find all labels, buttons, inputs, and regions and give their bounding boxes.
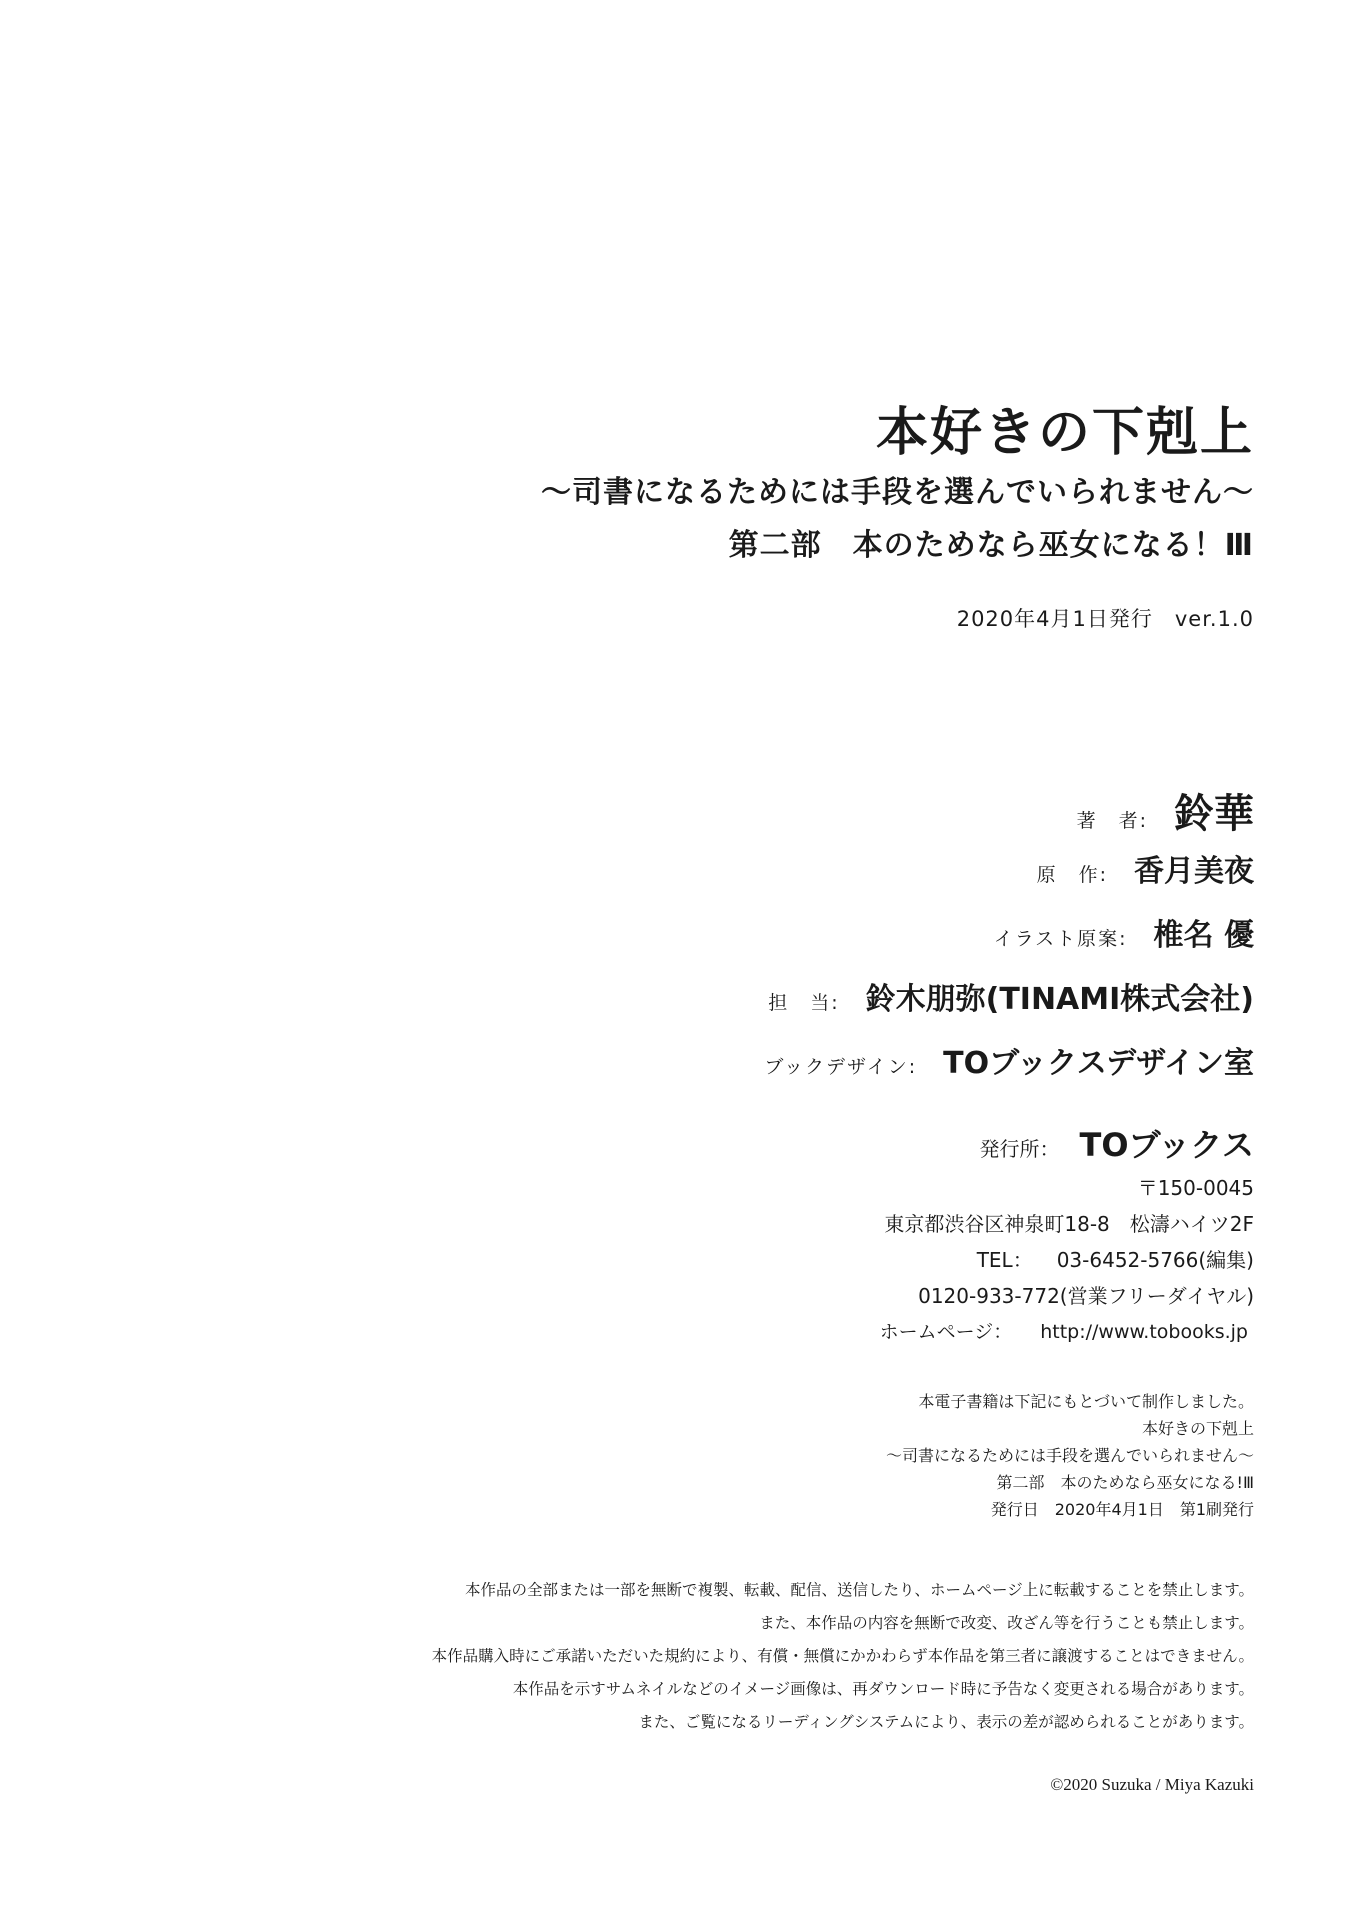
publisher-tel-free: 0120-933-772(営業フリーダイヤル) <box>918 1284 1254 1308</box>
legal-notice <box>432 1574 1254 1739</box>
credit-value: TOブックスデザイン室 <box>943 1046 1254 1081</box>
publisher-info <box>354 1120 1254 1350</box>
credit-value: 鈴華 <box>1174 791 1254 837</box>
credit-author <box>354 782 1254 846</box>
source-line: 〜司書になるためには手段を選んでいられません〜 <box>885 1446 1254 1465</box>
source-info <box>886 1388 1254 1523</box>
edition-info: 2020年4月1日発行 ver.1.0 <box>956 607 1254 631</box>
book-subtitle: 〜司書になるためには手段を選んでいられません〜 <box>541 475 1254 510</box>
book-title: 本好きの下剋上 <box>875 403 1254 463</box>
homepage-link[interactable]: http://www.tobooks.jp <box>1040 1321 1248 1343</box>
credit-label: ブックデザイン: <box>764 1056 918 1078</box>
publisher-tel-row <box>354 1242 1254 1278</box>
credit-value: 鈴木朋弥(TINAMI株式会社) <box>865 982 1254 1017</box>
publisher-homepage-row <box>354 1314 1248 1350</box>
credits-list <box>354 782 1254 1102</box>
publisher-name-row <box>354 1120 1254 1170</box>
credit-original <box>354 846 1254 910</box>
source-line: 発行日 2020年4月1日 第1刷発行 <box>990 1500 1254 1519</box>
credit-value: 椎名 優 <box>1153 918 1254 953</box>
credit-label: 担 当: <box>768 992 840 1014</box>
credit-editor <box>354 974 1254 1038</box>
publisher-postal: 〒150-0045 <box>1137 1176 1254 1200</box>
publisher-name: TOブックス <box>1079 1126 1254 1164</box>
publisher-address: 東京都渋谷区神泉町18-8 松濤ハイツ2F <box>884 1212 1254 1236</box>
legal-line: また、ご覧になるリーディングシステムにより、表示の差が認められることがあります。 <box>638 1713 1254 1731</box>
homepage-label: ホームページ： <box>879 1321 1013 1343</box>
book-part-title: 第二部 本のためなら巫女になる！Ⅲ <box>728 528 1254 563</box>
credit-label: 著 者: <box>1076 810 1148 832</box>
credit-design <box>354 1038 1254 1102</box>
credit-label: 原 作: <box>1036 864 1108 886</box>
credit-value: 香月美夜 <box>1134 854 1254 889</box>
tel-label: TEL： <box>976 1248 1033 1272</box>
legal-line: 本作品を示すサムネイルなどのイメージ画像は、再ダウンロード時に予告なく変更される場合があります。 <box>512 1680 1254 1698</box>
source-line: 第二部 本のためなら巫女になる!Ⅲ <box>996 1473 1254 1492</box>
legal-line: また、本作品の内容を無断で改変、改ざん等を行うことも禁止します。 <box>759 1614 1254 1632</box>
credit-label: イラスト原案: <box>993 928 1128 950</box>
tel-number: 03-6452-5766(編集) <box>1056 1248 1254 1272</box>
publisher-label: 発行所： <box>979 1137 1060 1161</box>
source-line: 本電子書籍は下記にもとづいて制作しました。 <box>918 1392 1254 1411</box>
source-line: 本好きの下剋上 <box>1141 1419 1254 1438</box>
credit-illustration <box>354 910 1254 974</box>
legal-line: 本作品購入時にご承諾いただいた規約により、有償・無償にかかわらず本作品を第三者に譲渡することはできません。 <box>431 1647 1254 1665</box>
copyright-notice: ©2020 Suzuka / Miya Kazuki <box>1050 1775 1254 1794</box>
legal-line: 本作品の全部または一部を無断で複製、転載、配信、送信したり、ホームページ上に転載することを禁止します。 <box>465 1581 1254 1599</box>
